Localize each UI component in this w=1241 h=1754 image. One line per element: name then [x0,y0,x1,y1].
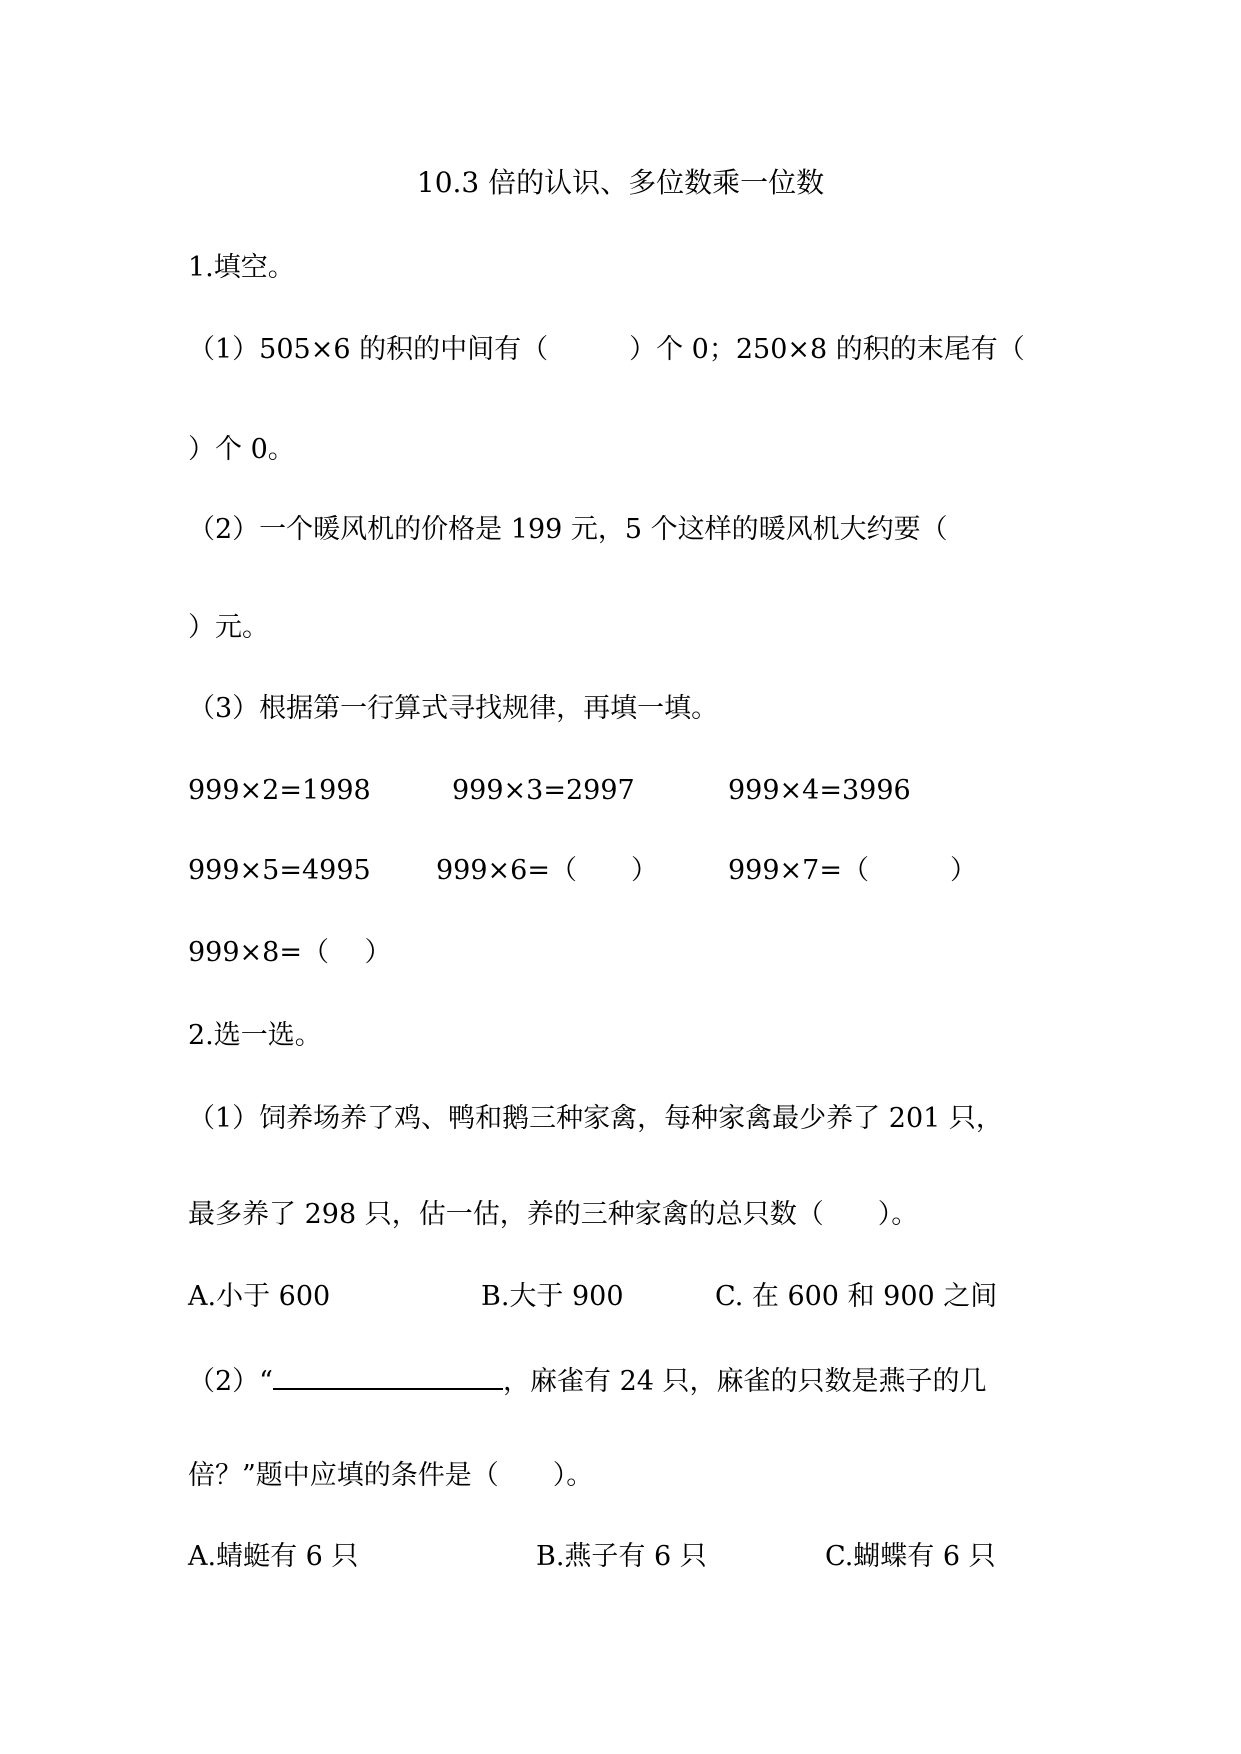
question-1-2-line-1: （2）一个暖风机的价格是 199 元，5 个这样的暖风机大约要（ [188,514,948,545]
option-2-2-b: B.燕子有 6 只 [536,1541,707,1572]
equation-3: 999×4=3996 [728,775,911,806]
question-1-1-line-2: ）个 0。 [188,434,295,465]
equation-4: 999×5=4995 [188,855,371,886]
question-1-2-line-2: ）元。 [188,612,269,643]
equation-7: 999×8=（ ） [188,937,392,968]
option-2-2-a: A.蜻蜓有 6 只 [188,1541,359,1572]
question-1-3-intro: （3）根据第一行算式寻找规律，再填一填。 [188,693,719,724]
page-title: 10.3 倍的认识、多位数乘一位数 [416,166,825,199]
question-1-1-line-1: （1）505×6 的积的中间有（ ）个 0；250×8 的积的末尾有（ [188,334,1025,365]
question-2-1-line-2: 最多养了 298 只，估一估，养的三种家禽的总只数（ ）。 [188,1199,919,1230]
section-2-heading: 2.选一选。 [188,1020,322,1051]
option-2-2-c: C.蝴蝶有 6 只 [825,1541,996,1572]
question-2-1-line-1: （1）饲养场养了鸡、鸭和鹅三种家禽，每种家禽最少养了 201 只， [188,1103,1003,1134]
equation-1: 999×2=1998 [188,775,371,806]
option-2-1-a: A.小于 600 [188,1281,331,1312]
section-1-heading: 1.填空。 [188,252,295,283]
equation-5: 999×6=（ ） [436,855,658,886]
option-2-1-b: B.大于 900 [481,1281,624,1312]
equation-6: 999×7=（ ） [728,855,977,886]
question-2-2-suffix: ，麻雀有 24 只，麻雀的只数是燕子的几 [502,1366,987,1397]
option-2-1-c: C. 在 600 和 900 之间 [715,1281,998,1312]
question-2-2-line-1 [188,1362,987,1399]
answer-blank-line [273,1362,503,1390]
equation-2: 999×3=2997 [452,775,635,806]
question-2-2-prefix: （2）“ [188,1366,273,1397]
question-2-2-line-2: 倍？”题中应填的条件是（ ）。 [188,1460,594,1491]
